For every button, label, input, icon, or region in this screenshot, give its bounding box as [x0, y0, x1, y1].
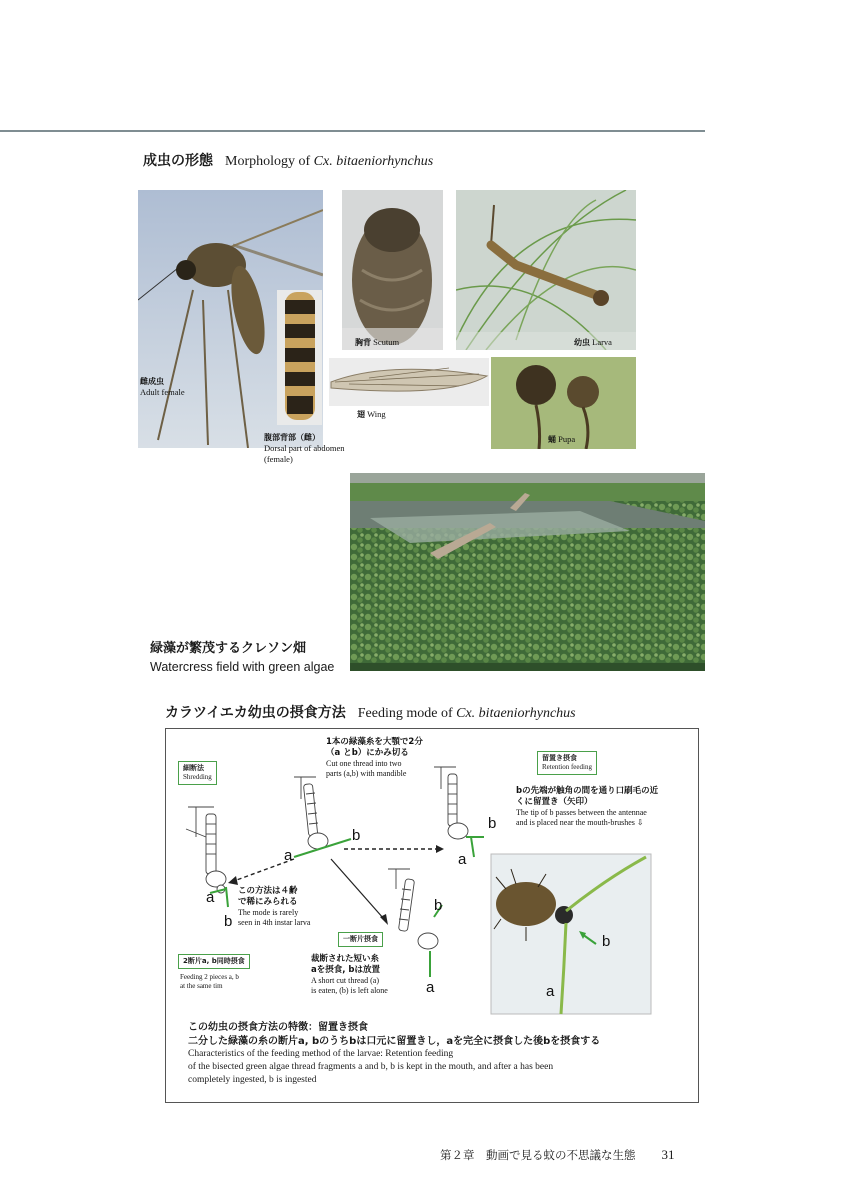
letter-b-lower: b	[434, 897, 443, 914]
scutum-photo	[342, 190, 443, 350]
letter-a-left: a	[206, 889, 215, 906]
section-title-morphology: 成虫の形態 Morphology of Cx. bitaeniorhynchus	[143, 153, 434, 169]
label-cut-thread: 1本の緑藻糸を大顎で2分 （a とb）にかみ切る Cut one thread into two parts (a,b) with mandible	[326, 737, 423, 779]
larva-illustration-right	[434, 767, 468, 839]
wing-photo	[329, 358, 489, 406]
larva-illustration-lower	[388, 869, 438, 949]
arrow-to-single-piece	[331, 859, 384, 919]
label-single-piece-feeding: 一断片摂食	[338, 932, 383, 947]
letter-a-right: a	[458, 851, 467, 868]
field-caption: 緑藻が繁茂するクレソン畑 Watercress field with green algae	[150, 641, 335, 674]
larva-illustration-left	[186, 807, 226, 893]
page-number: 31	[661, 1147, 675, 1162]
label-tip-of-b: bの先端が触角の間を通り口刷毛の近 くに留置き（矢印） The tip of b passes between the antennae and is placed near the mouth-brushes ⇩	[516, 786, 659, 828]
page-footer	[440, 1147, 675, 1163]
label-retention-feeding: 留置き摂食 Retention feeding	[537, 751, 597, 775]
feeding-summary: この幼虫の摂食方法の特徴：留置き摂食 二分した緑藻の糸の断片a, bのうちbは口元に留置きし，aを完全に摂食した後bを摂食する Characteristics of the feeding method of the larvae: Retention feeding of the bisected green algae thread fragments a and b, b is kept in the mouth, and after a has been completely ingested, b is ingested	[188, 1022, 601, 1085]
letter-b-photo: b	[602, 933, 611, 950]
larva-illustration-middle	[294, 777, 328, 849]
letter-a-lower: a	[426, 979, 435, 996]
letter-a-middle: a	[284, 847, 293, 864]
adult-female-caption: 雌成虫 Adult female	[140, 377, 185, 397]
chapter-title: 第２章 動画で見る蚊の不思議な生態	[440, 1148, 636, 1162]
section-title-feeding: カラツイエカ幼虫の摂食方法 Feeding mode of Cx. bitaeniorhynchus	[165, 705, 576, 721]
header-rule	[0, 130, 705, 132]
label-shredding: 細断法 Shredding	[178, 761, 217, 785]
larva-photo	[456, 190, 636, 350]
label-rare-mode: この方法は４齢 で稀にみられる The mode is rarely seen in 4th instar larva	[238, 886, 311, 928]
larva-mouth-photo	[491, 854, 651, 1014]
letter-b-middle: b	[352, 827, 361, 844]
watercress-field-photo	[350, 473, 705, 671]
label-two-piece-feeding: 2断片a, b同時摂食	[178, 954, 250, 969]
letter-b-left: b	[224, 913, 233, 930]
wing-caption: 翅 Wing	[357, 409, 386, 419]
abdomen-caption: 腹部背部（雌） Dorsal part of abdomen (female)	[264, 433, 345, 464]
feeding-diagram	[165, 728, 699, 1103]
letter-b-right: b	[488, 815, 497, 832]
label-two-piece-en: Feeding 2 pieces a, b at the same tim	[180, 973, 239, 991]
scutum-caption: 胸背 Scutum	[355, 337, 400, 347]
pupa-caption: 蛹 Pupa	[548, 434, 576, 444]
letter-a-photo: a	[546, 983, 555, 1000]
abdomen-photo	[277, 290, 322, 425]
larva-caption: 幼虫 Larva	[574, 337, 612, 347]
label-short-thread: 裁断された短い糸 aを摂食, bは放置 A short cut thread (a) is eaten, (b) is left alone	[311, 954, 388, 996]
